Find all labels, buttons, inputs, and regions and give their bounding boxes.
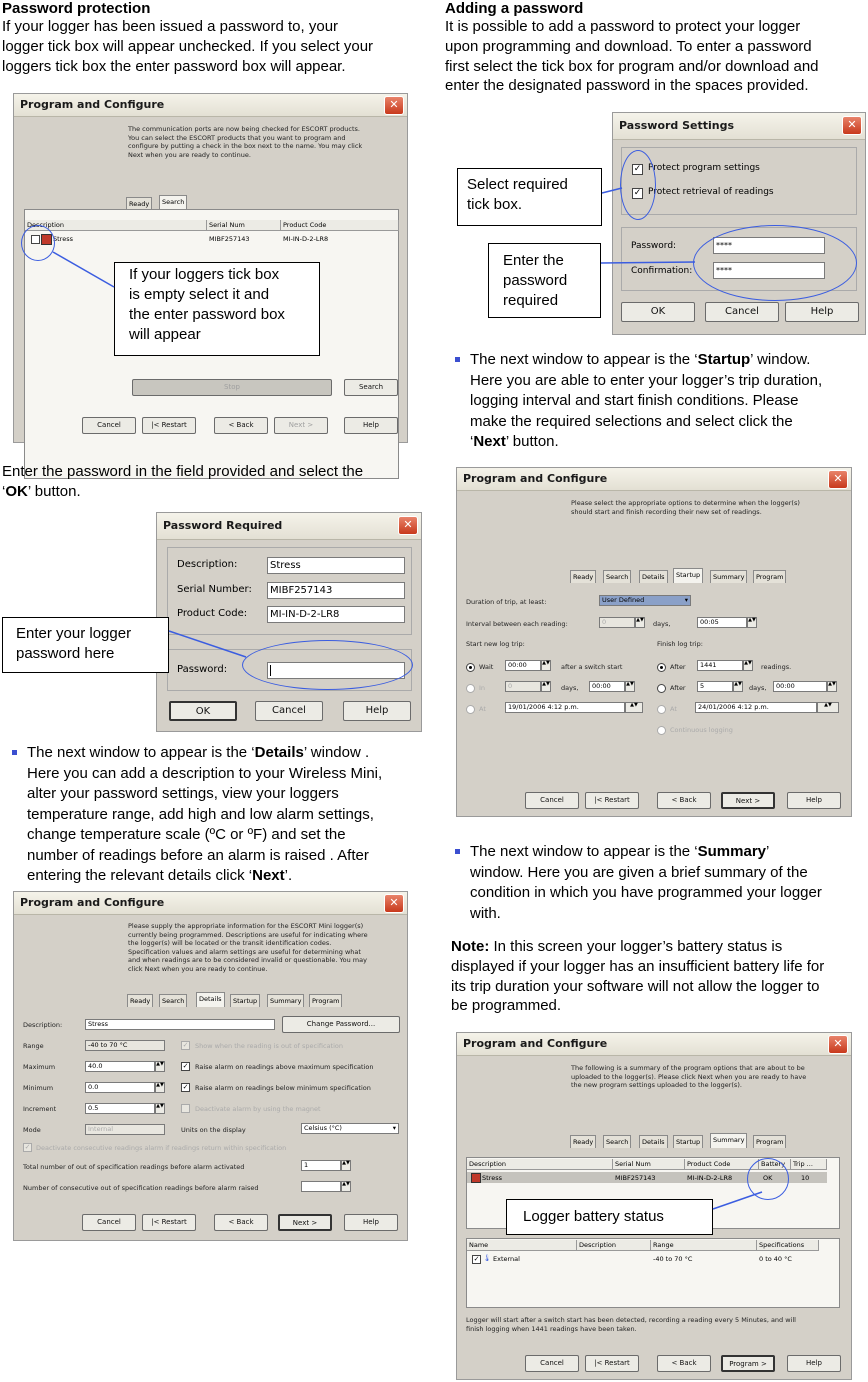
startup-line-5: ‘Next’ button.: [470, 433, 559, 450]
search-desc-3: configure by putting a check in the box next to the name. You may click: [128, 142, 363, 150]
tab-search[interactable]: Search: [159, 195, 187, 210]
note-line-1: Note: In this screen your logger’s battery status is: [451, 938, 783, 955]
tab-startup[interactable]: Startup: [673, 568, 703, 583]
tab-ready[interactable]: Ready: [126, 197, 152, 210]
mode-label: Mode: [23, 1126, 41, 1134]
restart-button[interactable]: |< Restart: [585, 792, 639, 809]
tab-details[interactable]: Details: [196, 992, 225, 1007]
total-readings-input[interactable]: 1: [301, 1160, 341, 1171]
search-window-title: Program and Configure: [20, 98, 165, 111]
adding-password-heading: Adding a password: [445, 0, 584, 17]
raise-above-label: Raise alarm on readings above maximum specification: [195, 1063, 374, 1071]
mode-select[interactable]: Internal: [85, 1124, 165, 1135]
logger-password-callout-line-1: Enter your logger: [16, 625, 132, 642]
duration-select[interactable]: User Defined ▾: [599, 595, 691, 606]
details-desc-5: and when readings are to be considered invalid or questionable. You may: [128, 956, 367, 964]
program-button[interactable]: Program >: [721, 1355, 775, 1372]
enter-password-line-1: Enter the password in the field provided and select the: [2, 463, 364, 480]
interval-label: Interval between each reading:: [466, 620, 568, 628]
maximum-input[interactable]: 40.0: [85, 1061, 155, 1072]
close-icon[interactable]: ✕: [398, 516, 418, 535]
password-connector: [169, 631, 246, 657]
row-serial: MIBF257143: [209, 235, 250, 243]
tab-search[interactable]: Search: [603, 1135, 631, 1148]
details-line-4: temperature range, add high and low alarm settings,: [27, 805, 374, 823]
details-desc-3: the logger(s) will be located or the transit identification codes.: [128, 939, 332, 947]
col-serial[interactable]: Serial Num: [613, 1159, 685, 1170]
deactivate-consec-checkbox[interactable]: ✓: [24, 1143, 31, 1151]
increment-label: Increment: [23, 1105, 57, 1113]
col-product[interactable]: Product Code: [281, 220, 399, 231]
search-desc-4: Next when you are ready to continue.: [128, 150, 251, 159]
continuous-label: Continuous logging: [670, 726, 733, 734]
adding-password-line-3: first select the tick box for program and/or download and: [445, 58, 819, 75]
row-product: MI-IN-D-2-LR8: [283, 235, 329, 243]
summary-desc-1: The following is a summary of the program options that are about to be: [571, 1064, 805, 1072]
finish-label: Finish log trip:: [657, 640, 703, 648]
tab-startup[interactable]: Startup: [230, 994, 260, 1007]
summary-desc-3: the new program settings uploaded to the logger(s).: [571, 1081, 742, 1089]
summary-window-title: Program and Configure: [463, 1037, 608, 1050]
tab-startup[interactable]: Startup: [673, 1135, 703, 1148]
password-label: Password:: [631, 241, 677, 251]
password-protection-heading: Password protection: [2, 0, 151, 17]
protect-retrieval-label: Protect retrieval of readings: [648, 187, 774, 197]
startup-desc-2: should start and finish recording their new set of readings.: [571, 507, 762, 516]
show-when-label: Show when the reading is out of specification: [195, 1042, 344, 1050]
maximum-label: Maximum: [23, 1063, 56, 1071]
confirmation-label: Confirmation:: [631, 266, 693, 276]
raise-above-checkbox[interactable]: ✓: [182, 1062, 189, 1070]
protect-retrieval-checkbox[interactable]: ✓: [633, 188, 642, 198]
help-button[interactable]: Help: [343, 701, 411, 721]
in-time-input[interactable]: 00:00: [589, 681, 625, 692]
help-button[interactable]: Help: [787, 1355, 841, 1372]
row-battery: OK: [763, 1174, 773, 1182]
details-window-title: Program and Configure: [20, 896, 165, 909]
password-label: Password:: [177, 664, 228, 675]
details-line-5: change temperature scale (ºC or ºF) and set the: [27, 826, 346, 843]
tab-summary[interactable]: Summary: [710, 1133, 747, 1148]
in-time-spinner[interactable]: ▲▼: [625, 681, 635, 692]
summary-line-3: condition in which you have programmed your logger: [470, 884, 822, 901]
adding-password-line-2: upon programming and download. To enter a password: [445, 38, 812, 55]
raise-below-checkbox[interactable]: ✓: [182, 1083, 189, 1091]
chevron-down-icon: ▾: [392, 1124, 396, 1132]
password-protection-line-1: If your logger has been issued a password to, your: [2, 18, 339, 35]
close-icon[interactable]: ✕: [828, 1035, 848, 1054]
at2-datetime-input[interactable]: 24/01/2006 4:12 p.m.: [695, 702, 817, 713]
tab-summary[interactable]: Summary: [710, 570, 747, 583]
start-label: Start new log trip:: [466, 640, 525, 648]
thermometer-icon: 🌡: [483, 1254, 492, 1262]
col-trip[interactable]: Trip ...: [791, 1159, 827, 1170]
range-field: -40 to 70 °C: [85, 1040, 165, 1051]
interval-days-input[interactable]: 0: [599, 617, 635, 628]
confirmation-input[interactable]: ****: [713, 262, 825, 279]
select-tick-callout-line-2: tick box.: [467, 196, 523, 213]
ok-button[interactable]: OK: [169, 701, 237, 721]
description-input[interactable]: Stress: [85, 1019, 275, 1030]
units-label: Units on the display: [181, 1126, 246, 1134]
consec-readings-label: Number of consecutive out of specification readings before alarm raised: [23, 1184, 259, 1192]
tab-details[interactable]: Details: [639, 570, 668, 583]
minimum-label: Minimum: [23, 1084, 54, 1092]
tab-ready[interactable]: Ready: [570, 570, 596, 583]
at2-label: At: [670, 705, 677, 713]
product-code-label: Product Code:: [177, 608, 248, 619]
details-line-6: number of readings before an alarm is raised . After: [27, 846, 369, 864]
minimum-input[interactable]: 0.0: [85, 1082, 155, 1093]
note-line-2: displayed if your logger has an insufficient battery life for: [451, 958, 825, 975]
col-name[interactable]: Name: [467, 1240, 577, 1251]
details-line-3: alter your password settings, view your loggers: [27, 785, 339, 802]
at2-datetime-spinner[interactable]: ▲▼: [817, 702, 839, 713]
help-button[interactable]: Help: [787, 792, 841, 809]
restart-button[interactable]: |< Restart: [142, 1214, 196, 1231]
interval-days-spinner[interactable]: ▲▼: [635, 617, 645, 628]
at-datetime-input[interactable]: 19/01/2006 4:12 p.m.: [505, 702, 625, 713]
back-button[interactable]: < Back: [214, 417, 268, 434]
tickbox-callout-line-3: the enter password box: [129, 306, 285, 323]
duration-label: Duration of trip, at least:: [466, 598, 547, 606]
col-battery[interactable]: Battery: [759, 1159, 791, 1170]
tab-program[interactable]: Program: [753, 570, 786, 583]
details-desc-4: Specification values and alarm settings are useful for determining what: [128, 947, 361, 956]
progress-stop-bar: Stop: [132, 379, 332, 396]
sensor-specifications: 0 to 40 °C: [759, 1255, 792, 1263]
sensor-checkbox[interactable]: ✓: [473, 1255, 480, 1263]
change-password-button[interactable]: Change Password...: [282, 1016, 400, 1033]
restart-button[interactable]: |< Restart: [585, 1355, 639, 1372]
description-field: Stress: [267, 557, 405, 574]
at-datetime-spinner[interactable]: ▲▼: [625, 702, 643, 713]
total-readings-spinner[interactable]: ▲▼: [341, 1160, 351, 1171]
col-range[interactable]: Range: [651, 1240, 757, 1251]
help-button[interactable]: Help: [785, 302, 859, 322]
serial-number-label: Serial Number:: [177, 584, 252, 595]
search-button[interactable]: Search: [344, 379, 398, 396]
description-label: Description:: [23, 1021, 63, 1029]
note-line-4: be programmed.: [451, 997, 562, 1014]
password-input[interactable]: ****: [713, 237, 825, 254]
wait-time-input[interactable]: 00:00: [505, 660, 541, 671]
deactivate-consec-label: Deactivate consecutive readings alarm if readings return within specification: [36, 1144, 287, 1152]
startup-desc-1: Please select the appropriate options to determine when the logger(s): [571, 499, 800, 507]
increment-input[interactable]: 0.5: [85, 1103, 155, 1114]
row-serial: MIBF257143: [615, 1174, 656, 1182]
serial-number-field: MIBF257143: [267, 582, 405, 599]
col-product[interactable]: Product Code: [685, 1159, 759, 1170]
col-description[interactable]: Description: [25, 220, 207, 231]
at-label: At: [479, 705, 486, 713]
tab-program[interactable]: Program: [309, 994, 342, 1007]
description-label: Description:: [177, 559, 238, 570]
select-tick-callout-line-1: Select required: [467, 176, 568, 193]
in-days-spinner[interactable]: ▲▼: [541, 681, 551, 692]
interval-time-spinner[interactable]: ▲▼: [747, 617, 757, 628]
col-description[interactable]: Description: [467, 1159, 613, 1170]
logger-password-callout-line-2: password here: [16, 645, 115, 662]
col-serial[interactable]: Serial Num: [207, 220, 281, 231]
after-time-spinner[interactable]: ▲▼: [827, 681, 837, 692]
show-when-checkbox[interactable]: ✓: [182, 1041, 189, 1049]
interval-days-label: days,: [653, 620, 671, 628]
wait-time-spinner[interactable]: ▲▼: [541, 660, 551, 671]
cancel-button[interactable]: Cancel: [82, 1214, 136, 1231]
close-icon[interactable]: ✕: [384, 894, 404, 913]
after-days-input[interactable]: 5: [697, 681, 733, 692]
after-time-input[interactable]: 00:00: [773, 681, 827, 692]
tab-program[interactable]: Program: [753, 1135, 786, 1148]
readings-label: readings.: [761, 663, 792, 671]
help-button[interactable]: Help: [344, 1214, 398, 1231]
back-button[interactable]: < Back: [214, 1214, 268, 1231]
next-button[interactable]: Next >: [721, 792, 775, 809]
ok-button[interactable]: OK: [621, 302, 695, 322]
sensor-name: External: [493, 1255, 520, 1263]
raise-below-label: Raise alarm on readings below minimum specification: [195, 1084, 371, 1092]
in-days-label: days,: [561, 684, 579, 692]
tickbox-connector: [53, 252, 114, 287]
protect-program-checkbox[interactable]: ✓: [633, 164, 642, 174]
details-line-1: The next window to appear is the ‘Details’ window .: [27, 744, 370, 761]
password-protection-line-2: logger tick box will appear unchecked. If you select your: [2, 38, 374, 55]
details-line-2: Here you can add a description to your Wireless Mini,: [27, 764, 383, 782]
enter-password-line-2: ‘OK’ button.: [2, 483, 81, 500]
password-settings-title: Password Settings: [619, 119, 735, 132]
summary-line-1: The next window to appear is the ‘Summary’: [470, 843, 770, 860]
details-desc-6: click Next when you are ready to continue.: [128, 964, 268, 973]
startup-line-1: The next window to appear is the ‘Startup’ window.: [470, 351, 811, 368]
battery-callout: Logger battery status: [506, 1199, 713, 1235]
tab-search[interactable]: Search: [159, 994, 187, 1007]
enter-password-connector: [601, 262, 695, 263]
after-switch-label: after a switch start: [561, 663, 623, 671]
details-desc-2: currently being programmed. Descriptions are useful for indicating where: [128, 930, 368, 939]
note-line-3: its trip duration your software will not allow the logger to: [451, 978, 820, 995]
range-label: Range: [23, 1042, 44, 1050]
summary-info-1: Logger will start after a switch start has been detected, recording a reading every 5 Minutes, and will: [466, 1316, 796, 1324]
wait-label: Wait: [479, 663, 494, 671]
after-readings-spinner[interactable]: ▲▼: [743, 660, 753, 671]
restart-button[interactable]: |< Restart: [142, 417, 196, 434]
next-button[interactable]: Next >: [278, 1214, 332, 1231]
next-button[interactable]: Next >: [274, 417, 328, 434]
tickbox-callout-line-1: If your loggers tick box: [129, 266, 280, 283]
enter-password-callout-line-3: required: [503, 292, 559, 309]
close-icon[interactable]: ✕: [842, 116, 862, 135]
back-button[interactable]: < Back: [657, 792, 711, 809]
enter-password-callout-line-1: Enter the: [503, 252, 564, 269]
tab-details[interactable]: Details: [639, 1135, 668, 1148]
details-line-7: entering the relevant details click ‘Next’.: [27, 867, 293, 884]
back-button[interactable]: < Back: [657, 1355, 711, 1372]
tab-ready[interactable]: Ready: [570, 1135, 596, 1148]
increment-spinner[interactable]: ▲▼: [155, 1103, 165, 1114]
product-code-field: MI-IN-D-2-LR8: [267, 606, 405, 623]
consec-readings-spinner[interactable]: ▲▼: [341, 1181, 351, 1192]
row-description: Stress: [53, 235, 73, 243]
startup-line-4: make the required selections and select click the: [470, 412, 793, 430]
adding-password-line-1: It is possible to add a password to protect your logger: [445, 18, 801, 35]
startup-window-title: Program and Configure: [463, 472, 608, 485]
details-desc-1: Please supply the appropriate information for the ESCORT Mini logger(s): [128, 922, 364, 930]
summary-desc-2: uploaded to the logger(s). Please click Next when you are ready to have: [571, 1072, 807, 1081]
maximum-spinner[interactable]: ▲▼: [155, 1061, 165, 1072]
chevron-down-icon: ▾: [684, 596, 688, 604]
after-days-label: After: [670, 684, 686, 692]
row-trip: 10: [801, 1174, 810, 1182]
summary-line-2: window. Here you are given a brief summary of the: [470, 863, 808, 881]
help-button[interactable]: Help: [344, 417, 398, 434]
col-specifications[interactable]: Specifications: [757, 1240, 819, 1251]
row-product: MI-IN-D-2-LR8: [687, 1174, 733, 1182]
minimum-spinner[interactable]: ▲▼: [155, 1082, 165, 1093]
cancel-button[interactable]: Cancel: [255, 701, 323, 721]
summary-line-4: with.: [470, 904, 501, 922]
summary-info-2: finish logging when 1441 readings have been taken.: [466, 1324, 637, 1333]
startup-line-3: logging interval and start finish conditions. Please: [470, 392, 799, 409]
interval-time-input[interactable]: 00:05: [697, 617, 747, 628]
cancel-button[interactable]: Cancel: [705, 302, 779, 322]
cancel-button[interactable]: Cancel: [82, 417, 136, 434]
password-required-title: Password Required: [163, 519, 283, 532]
sensor-range: -40 to 70 °C: [653, 1255, 693, 1263]
startup-line-2: Here you are able to enter your logger’s trip duration,: [470, 371, 823, 389]
enter-password-callout-line-2: password: [503, 272, 568, 289]
after-days-spinner[interactable]: ▲▼: [733, 681, 743, 692]
after-readings-label: After: [670, 663, 686, 671]
cancel-button[interactable]: Cancel: [525, 1355, 579, 1372]
after-readings-input[interactable]: 1441: [697, 660, 743, 671]
close-icon[interactable]: ✕: [828, 470, 848, 489]
search-desc-2: You can select the ESCORT products that you want to program and: [128, 133, 346, 142]
row-description: Stress: [482, 1174, 502, 1182]
col-sensor-description[interactable]: Description: [577, 1240, 651, 1251]
in-label: In: [479, 684, 486, 692]
tab-summary[interactable]: Summary: [267, 994, 304, 1007]
adding-password-line-4: enter the designated password in the spaces provided.: [445, 77, 809, 94]
units-select[interactable]: Celsius (°C) ▾: [301, 1123, 399, 1134]
tickbox-callout-line-4: will appear: [129, 326, 201, 343]
after-days-unit: days,: [749, 684, 767, 692]
cancel-button[interactable]: Cancel: [525, 792, 579, 809]
protect-program-label: Protect program settings: [648, 163, 760, 173]
search-desc-1: The communication ports are now being checked for ESCORT products.: [128, 125, 360, 133]
in-days-input[interactable]: 0: [505, 681, 541, 692]
close-icon[interactable]: ✕: [384, 96, 404, 115]
tab-ready[interactable]: Ready: [127, 994, 153, 1007]
select-tick-connector: [602, 188, 622, 193]
battery-connector: [713, 1192, 762, 1209]
tab-search[interactable]: Search: [603, 570, 631, 583]
tickbox-callout-line-2: is empty select it and: [129, 286, 270, 303]
total-readings-label: Total number of out of specification readings before alarm activated: [23, 1163, 245, 1171]
password-protection-line-3: loggers tick box the enter password box will appear.: [2, 58, 346, 75]
deactivate-magnet-label: Deactivate alarm by using the magnet: [195, 1105, 321, 1113]
